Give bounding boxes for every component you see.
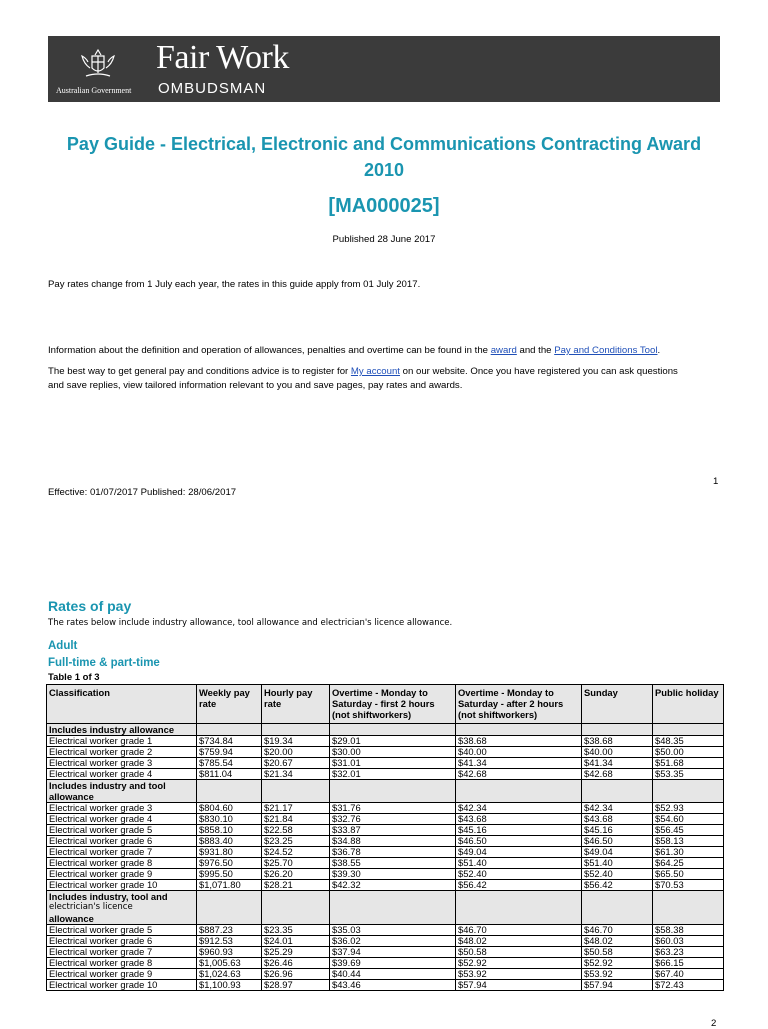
rate-cell: $60.03 — [653, 936, 724, 947]
classification-cell: Electrical worker grade 6 — [47, 836, 197, 847]
table-row — [47, 814, 724, 825]
rate-cell: $20.67 — [262, 758, 330, 769]
info-paragraph — [48, 344, 660, 358]
rate-cell: $36.02 — [330, 936, 456, 947]
classification-cell: Electrical worker grade 3 — [47, 758, 197, 769]
section-empty-cell — [582, 724, 653, 736]
rate-cell: $785.54 — [197, 758, 262, 769]
section-title — [47, 780, 197, 803]
section-empty-cell — [197, 780, 262, 803]
rate-cell: $72.43 — [653, 980, 724, 991]
classification-cell: Electrical worker grade 7 — [47, 847, 197, 858]
rate-cell: $48.02 — [456, 936, 582, 947]
rate-cell: $46.50 — [582, 836, 653, 847]
rate-cell: $21.17 — [262, 803, 330, 814]
rate-cell: $759.94 — [197, 747, 262, 758]
rate-cell: $24.52 — [262, 847, 330, 858]
rate-cell: $41.34 — [456, 758, 582, 769]
advice-text-line2: and save replies, view tailored information relevant to you and save pages, pay rates and awards. — [48, 380, 463, 391]
classification-cell: Electrical worker grade 7 — [47, 947, 197, 958]
rate-cell: $32.01 — [330, 769, 456, 780]
table-label: Table 1 of 3 — [48, 672, 100, 683]
rate-cell: $34.88 — [330, 836, 456, 847]
table-row — [47, 825, 724, 836]
rate-cell: $28.97 — [262, 980, 330, 991]
rate-cell: $57.94 — [582, 980, 653, 991]
info-text: Information about the definition and operation of allowances, penalties and overtime can be found in the — [48, 345, 489, 356]
rate-cell: $58.13 — [653, 836, 724, 847]
rate-cell: $19.34 — [262, 736, 330, 747]
effective-date: Effective: 01/07/2017 Published: 28/06/2017 — [48, 487, 237, 498]
advice-paragraph — [48, 365, 678, 379]
rate-cell: $830.10 — [197, 814, 262, 825]
classification-cell: Electrical worker grade 2 — [47, 747, 197, 758]
section-row — [47, 724, 724, 736]
section-empty-cell — [582, 891, 653, 925]
rate-cell: $56.42 — [456, 880, 582, 891]
rate-cell: $43.68 — [456, 814, 582, 825]
table-row — [47, 869, 724, 880]
rate-cell: $887.23 — [197, 925, 262, 936]
rate-cell: $49.04 — [582, 847, 653, 858]
section-title-text: Includes industry and tool allowance — [49, 780, 166, 802]
rate-cell: $50.00 — [653, 747, 724, 758]
rate-cell: $1,100.93 — [197, 980, 262, 991]
rate-cell: $56.42 — [582, 880, 653, 891]
classification-cell: Electrical worker grade 5 — [47, 825, 197, 836]
rate-cell: $43.68 — [582, 814, 653, 825]
classification-cell: Electrical worker grade 4 — [47, 769, 197, 780]
section-title — [47, 891, 197, 925]
section-empty-cell — [456, 724, 582, 736]
classification-cell: Electrical worker grade 6 — [47, 936, 197, 947]
table-row — [47, 880, 724, 891]
info-text-middle: and the — [519, 345, 552, 356]
rate-cell: $45.16 — [456, 825, 582, 836]
table-row — [47, 858, 724, 869]
rate-cell: $42.34 — [582, 803, 653, 814]
table-row — [47, 980, 724, 991]
table-row — [47, 747, 724, 758]
rate-cell: $734.84 — [197, 736, 262, 747]
document-title: Pay Guide - Electrical, Electronic and Communications Contracting Award 2010 — [66, 134, 702, 180]
rate-cell: $53.92 — [582, 969, 653, 980]
rate-cell: $48.02 — [582, 936, 653, 947]
rate-cell: $42.68 — [456, 769, 582, 780]
rate-cell: $31.76 — [330, 803, 456, 814]
table-row — [47, 803, 724, 814]
table-row — [47, 758, 724, 769]
rate-cell: $49.04 — [456, 847, 582, 858]
table-row — [47, 836, 724, 847]
section-title-text: Includes industry, tool and — [49, 891, 168, 902]
table-row — [47, 936, 724, 947]
rate-cell: $63.23 — [653, 947, 724, 958]
rate-cell: $61.30 — [653, 847, 724, 858]
rate-cell: $57.94 — [456, 980, 582, 991]
rate-cell: $67.40 — [653, 969, 724, 980]
section-empty-cell — [653, 724, 724, 736]
table-row — [47, 736, 724, 747]
rate-cell: $58.38 — [653, 925, 724, 936]
rate-cell: $40.00 — [582, 747, 653, 758]
rate-cell: $52.40 — [582, 869, 653, 880]
table-body — [47, 724, 724, 991]
rate-cell: $858.10 — [197, 825, 262, 836]
rate-cell: $995.50 — [197, 869, 262, 880]
rate-cell: $65.50 — [653, 869, 724, 880]
rate-cell: $46.70 — [456, 925, 582, 936]
rate-cell: $38.68 — [456, 736, 582, 747]
rate-cell: $1,024.63 — [197, 969, 262, 980]
rate-cell: $811.04 — [197, 769, 262, 780]
column-header: Overtime - Monday to Saturday - first 2 hours (not shiftworkers) — [330, 685, 456, 724]
column-header: Public holiday — [653, 685, 724, 724]
column-header: Overtime - Monday to Saturday - after 2 hours (not shiftworkers) — [456, 685, 582, 724]
coat-of-arms-icon — [78, 46, 118, 82]
header-banner — [48, 36, 720, 102]
classification-cell: Electrical worker grade 8 — [47, 858, 197, 869]
rate-cell: $912.53 — [197, 936, 262, 947]
rate-cell: $883.40 — [197, 836, 262, 847]
rate-cell: $28.21 — [262, 880, 330, 891]
rate-cell: $21.34 — [262, 769, 330, 780]
rate-cell: $46.50 — [456, 836, 582, 847]
government-label: Australian Government — [56, 86, 132, 95]
table-row — [47, 947, 724, 958]
rate-cell: $51.68 — [653, 758, 724, 769]
rate-cell: $931.80 — [197, 847, 262, 858]
section-empty-cell — [582, 780, 653, 803]
rate-cell: $23.35 — [262, 925, 330, 936]
page-number-next: 2 — [711, 1018, 717, 1029]
classification-cell: Electrical worker grade 1 — [47, 736, 197, 747]
section-empty-cell — [456, 780, 582, 803]
section-empty-cell — [330, 724, 456, 736]
rate-cell: $70.53 — [653, 880, 724, 891]
rate-cell: $37.94 — [330, 947, 456, 958]
rate-cell: $1,005.63 — [197, 958, 262, 969]
rate-cell: $66.15 — [653, 958, 724, 969]
section-row — [47, 891, 724, 925]
award-link[interactable]: award — [490, 345, 517, 356]
award-code: [MA000025] — [328, 195, 440, 217]
rate-cell: $26.20 — [262, 869, 330, 880]
rate-cell: $976.50 — [197, 858, 262, 869]
rate-cell: $20.00 — [262, 747, 330, 758]
rate-cell: $53.35 — [653, 769, 724, 780]
rate-cell: $23.25 — [262, 836, 330, 847]
rate-cell: $51.40 — [582, 858, 653, 869]
column-header: Sunday — [582, 685, 653, 724]
classification-cell: Electrical worker grade 8 — [47, 958, 197, 969]
section-empty-cell — [653, 780, 724, 803]
table-row — [47, 925, 724, 936]
rate-cell: $1,071.80 — [197, 880, 262, 891]
rates-note: The rates below include industry allowance, tool allowance and electrician's licence allowance. — [48, 618, 453, 628]
rate-cell: $29.01 — [330, 736, 456, 747]
column-header: Classification — [47, 685, 197, 724]
rate-cell: $64.25 — [653, 858, 724, 869]
classification-cell: Electrical worker grade 5 — [47, 925, 197, 936]
employment-type-heading: Full-time & part-time — [48, 657, 160, 669]
rate-cell: $38.55 — [330, 858, 456, 869]
section-empty-cell — [330, 891, 456, 925]
brand-name: Fair Work — [156, 39, 289, 76]
intro-text: Pay rates change from 1 July each year, the rates in this guide apply from 01 July 2017. — [48, 279, 421, 290]
table-row — [47, 958, 724, 969]
rate-cell: $56.45 — [653, 825, 724, 836]
my-account-link[interactable]: My account — [350, 366, 400, 377]
section-title-text: Includes industry allowance — [49, 724, 175, 735]
section-subtitle-text: electrician's licence — [49, 902, 133, 912]
rate-cell: $22.58 — [262, 825, 330, 836]
rate-cell: $54.60 — [653, 814, 724, 825]
column-header: Hourly pay rate — [262, 685, 330, 724]
rate-cell: $26.96 — [262, 969, 330, 980]
rate-cell: $25.70 — [262, 858, 330, 869]
classification-cell: Electrical worker grade 9 — [47, 869, 197, 880]
rate-cell: $33.87 — [330, 825, 456, 836]
rate-cell: $40.00 — [456, 747, 582, 758]
section-empty-cell — [262, 891, 330, 925]
rate-cell: $42.32 — [330, 880, 456, 891]
rate-cell: $50.58 — [456, 947, 582, 958]
section-empty-cell — [197, 724, 262, 736]
section-empty-cell — [197, 891, 262, 925]
section-empty-cell — [653, 891, 724, 925]
rate-cell: $38.68 — [582, 736, 653, 747]
pay-rates-table — [46, 684, 724, 991]
rate-cell: $42.68 — [582, 769, 653, 780]
brand-subtitle: OMBUDSMAN — [158, 80, 267, 97]
table-header-row — [47, 685, 724, 724]
section-empty-cell — [456, 891, 582, 925]
published-date: Published 28 June 2017 — [332, 234, 436, 245]
rate-cell: $53.92 — [456, 969, 582, 980]
classification-cell: Electrical worker grade 9 — [47, 969, 197, 980]
rate-cell: $43.46 — [330, 980, 456, 991]
rates-heading: Rates of pay — [48, 598, 132, 614]
rate-cell: $26.46 — [262, 958, 330, 969]
rate-cell: $36.78 — [330, 847, 456, 858]
rate-cell: $32.76 — [330, 814, 456, 825]
classification-cell: Electrical worker grade 4 — [47, 814, 197, 825]
rate-cell: $31.01 — [330, 758, 456, 769]
section-title — [47, 724, 197, 736]
table-row — [47, 969, 724, 980]
rate-cell: $52.40 — [456, 869, 582, 880]
table-row — [47, 769, 724, 780]
rate-cell: $39.30 — [330, 869, 456, 880]
rate-cell: $41.34 — [582, 758, 653, 769]
rate-cell: $30.00 — [330, 747, 456, 758]
section-row — [47, 780, 724, 803]
classification-cell: Electrical worker grade 10 — [47, 880, 197, 891]
rate-cell: $46.70 — [582, 925, 653, 936]
column-header: Weekly pay rate — [197, 685, 262, 724]
rate-cell: $960.93 — [197, 947, 262, 958]
rate-cell: $48.35 — [653, 736, 724, 747]
rate-cell: $42.34 — [456, 803, 582, 814]
rate-cell: $51.40 — [456, 858, 582, 869]
advice-text-after: on our website. Once you have registered you can ask questions — [402, 366, 678, 377]
rate-cell: $24.01 — [262, 936, 330, 947]
rate-cell: $39.69 — [330, 958, 456, 969]
rate-cell: $804.60 — [197, 803, 262, 814]
rate-cell: $52.93 — [653, 803, 724, 814]
classification-cell: Electrical worker grade 10 — [47, 980, 197, 991]
adult-heading: Adult — [48, 640, 78, 652]
info-text-end: . — [657, 345, 661, 356]
section-title-end: allowance — [49, 913, 94, 924]
rate-cell: $40.44 — [330, 969, 456, 980]
rate-cell: $52.92 — [456, 958, 582, 969]
page-number: 1 — [713, 476, 719, 487]
rate-cell: $50.58 — [582, 947, 653, 958]
rate-cell: $52.92 — [582, 958, 653, 969]
rate-cell: $45.16 — [582, 825, 653, 836]
section-empty-cell — [262, 780, 330, 803]
section-empty-cell — [262, 724, 330, 736]
rate-cell: $25.29 — [262, 947, 330, 958]
rate-cell: $35.03 — [330, 925, 456, 936]
classification-cell: Electrical worker grade 3 — [47, 803, 197, 814]
pay-conditions-tool-link[interactable]: Pay and Conditions Tool — [554, 345, 658, 356]
advice-text: The best way to get general pay and conditions advice is to register for — [48, 366, 349, 377]
table-row — [47, 847, 724, 858]
section-empty-cell — [330, 780, 456, 803]
rate-cell: $21.84 — [262, 814, 330, 825]
